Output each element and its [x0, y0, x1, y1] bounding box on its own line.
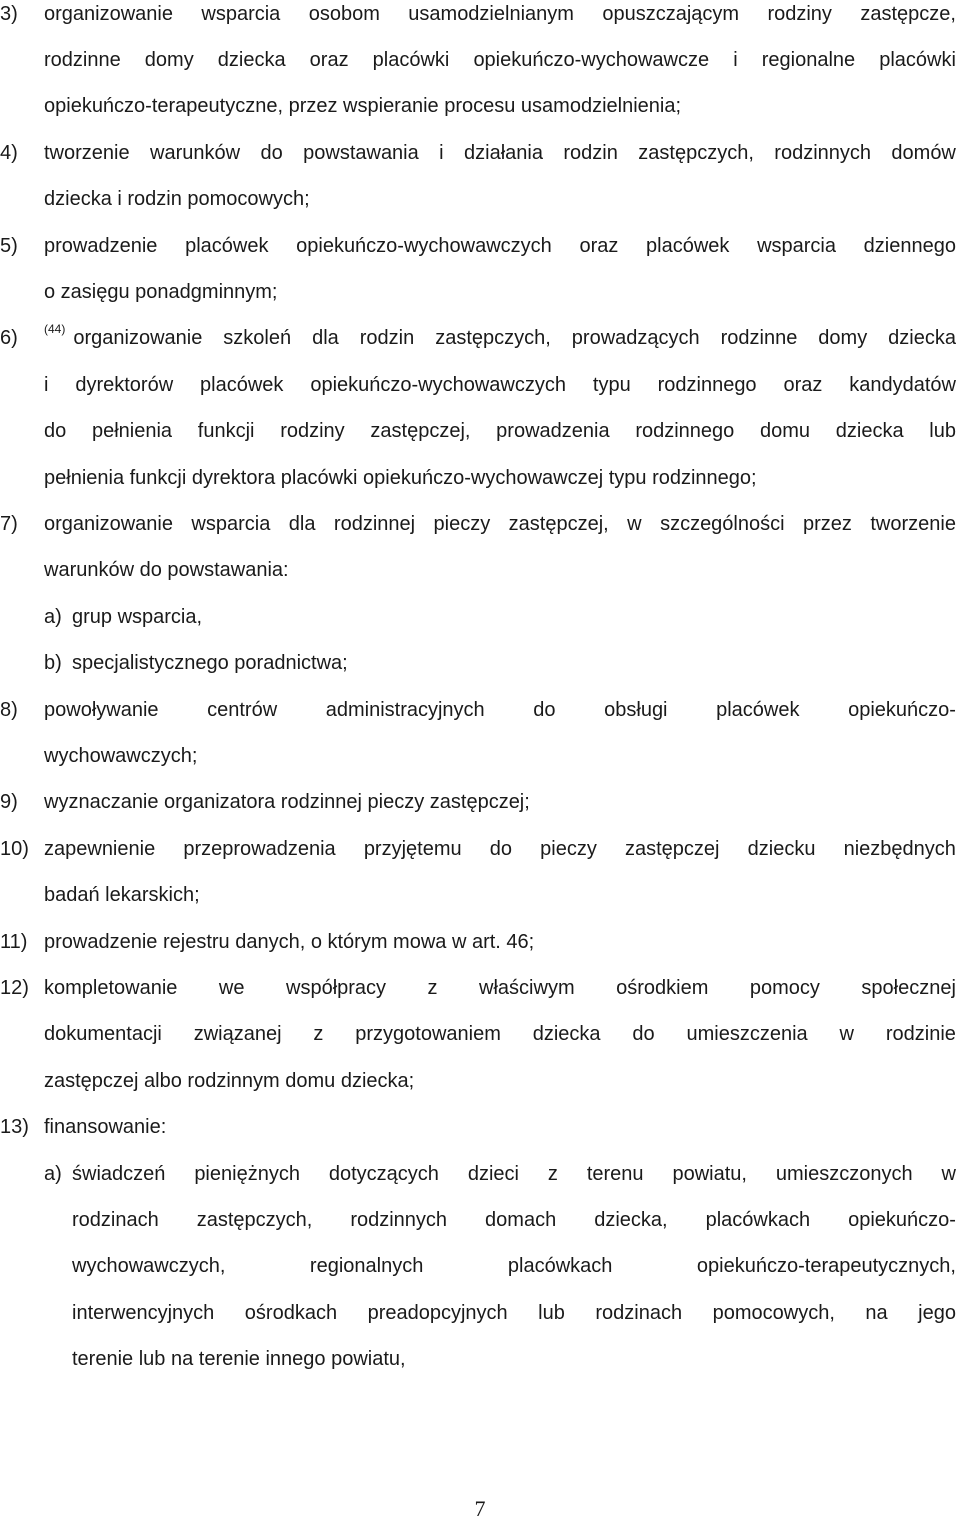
list-item-text: prowadzenie placówek opiekuńczo-wychowawczych oraz placówek wsparcia dziennego	[44, 234, 956, 257]
list-number: 10)	[0, 837, 29, 860]
list-number: 13)	[0, 1116, 29, 1139]
list-item-text: opiekuńczo-terapeutyczne, przez wspieranie procesu usamodzielnienia;	[44, 95, 682, 118]
list-item-text: wychowawczych;	[44, 744, 198, 767]
text-line	[0, 133, 960, 173]
text-line	[0, 1014, 960, 1054]
text-line	[0, 86, 960, 126]
list-item-text: kompletowanie we współpracy z właściwym ośrodkiem pomocy społecznej	[44, 976, 956, 999]
list-item-text: organizowanie wsparcia osobom usamodzielnianym opuszczającym rodziny zastępcze,	[44, 2, 956, 25]
text-line	[0, 0, 960, 34]
text-line	[0, 736, 960, 776]
list-number: 6)	[0, 327, 18, 350]
list-number: 11)	[0, 930, 28, 953]
text-line	[0, 411, 960, 451]
list-number: 7)	[0, 512, 18, 535]
text-line	[0, 597, 960, 637]
list-number: b)	[44, 652, 62, 675]
text-line	[0, 1246, 960, 1286]
text-line	[0, 550, 960, 590]
text-line	[0, 504, 960, 544]
text-line	[0, 1107, 960, 1147]
text-line	[0, 782, 960, 822]
list-number: 8)	[0, 698, 18, 721]
list-item-text: badań lekarskich;	[44, 884, 200, 907]
text-line	[0, 365, 960, 405]
list-item-text: świadczeń pieniężnych dotyczących dzieci z terenu powiatu, umieszczonych w	[72, 1162, 956, 1185]
list-number: a)	[44, 605, 62, 628]
text-line	[0, 829, 960, 869]
text-line	[0, 968, 960, 1008]
list-item-text: warunków do powstawania:	[44, 559, 289, 582]
list-item-text: zastępczej albo rodzinnym domu dziecka;	[44, 1069, 415, 1092]
list-item-text: specjalistycznego poradnictwa;	[72, 652, 348, 675]
list-item-text: wychowawczych, regionalnych placówkach opiekuńczo-terapeutycznych,	[72, 1255, 956, 1278]
list-item-text: finansowanie:	[44, 1116, 167, 1139]
text-line	[0, 1061, 960, 1101]
list-number: 9)	[0, 791, 18, 814]
list-item-text: powoływanie centrów administracyjnych do obsługi placówek opiekuńczo-	[44, 698, 956, 721]
list-item-text: do pełnienia funkcji rodziny zastępczej, prowadzenia rodzinnego domu dziecka lub	[44, 420, 956, 443]
page-number: 7	[474, 1496, 486, 1521]
list-item-text: o zasięgu ponadgminnym;	[44, 280, 278, 303]
list-item-text: rodzinne domy dziecka oraz placówki opiekuńczo-wychowawcze i regionalne placówki	[44, 48, 956, 71]
list-number: a)	[44, 1162, 62, 1185]
list-item-text: rodzinach zastępczych, rodzinnych domach dziecka, placówkach opiekuńczo-	[72, 1208, 956, 1231]
text-line	[0, 1339, 960, 1379]
list-item-text: terenie lub na terenie innego powiatu,	[72, 1348, 406, 1371]
list-item-text: tworzenie warunków do powstawania i działania rodzin zastępczych, rodzinnych domów	[44, 141, 956, 164]
text-line	[0, 1293, 960, 1333]
list-item-text: wyznaczanie organizatora rodzinnej pieczy zastępczej;	[44, 791, 530, 814]
text-line	[0, 226, 960, 266]
text-line	[0, 643, 960, 683]
list-number: 4)	[0, 141, 18, 164]
text-line	[0, 922, 960, 962]
text-line	[0, 458, 960, 498]
list-number: 3)	[0, 2, 18, 25]
list-item-text: dziecka i rodzin pomocowych;	[44, 188, 310, 211]
list-item-text: pełnienia funkcji dyrektora placówki opiekuńczo-wychowawczej typu rodzinnego;	[44, 466, 757, 489]
text-line	[0, 179, 960, 219]
list-item-text: grup wsparcia,	[72, 605, 203, 628]
text-line	[0, 690, 960, 730]
text-line	[0, 1154, 960, 1194]
list-number: 5)	[0, 234, 18, 257]
text-line	[0, 1200, 960, 1240]
list-item-text: interwencyjnych ośrodkach preadopcyjnych lub rodzinach pomocowych, na jego	[72, 1301, 956, 1324]
footnote-reference: (44)	[44, 322, 66, 337]
list-item-text: dokumentacji związanej z przygotowaniem dziecka do umieszczenia w rodzinie	[44, 1023, 956, 1046]
list-item-text: zapewnienie przeprowadzenia przyjętemu do pieczy zastępczej dziecku niezbędnych	[44, 837, 956, 860]
text-line	[0, 272, 960, 312]
list-item-text: i dyrektorów placówek opiekuńczo-wychowawczych typu rodzinnego oraz kandydatów	[44, 373, 956, 396]
list-item-text: (44) organizowanie szkoleń dla rodzin zastępczych, prowadzących rodzinne domy dziecka	[44, 318, 956, 358]
list-number: 12)	[0, 976, 29, 999]
list-item-text: prowadzenie rejestru danych, o którym mowa w art. 46;	[44, 930, 535, 953]
text-line	[0, 40, 960, 80]
list-item-text: organizowanie wsparcia dla rodzinnej pieczy zastępczej, w szczególności przez tworzenie	[44, 512, 956, 535]
text-line	[0, 875, 960, 915]
text-line	[0, 318, 960, 358]
